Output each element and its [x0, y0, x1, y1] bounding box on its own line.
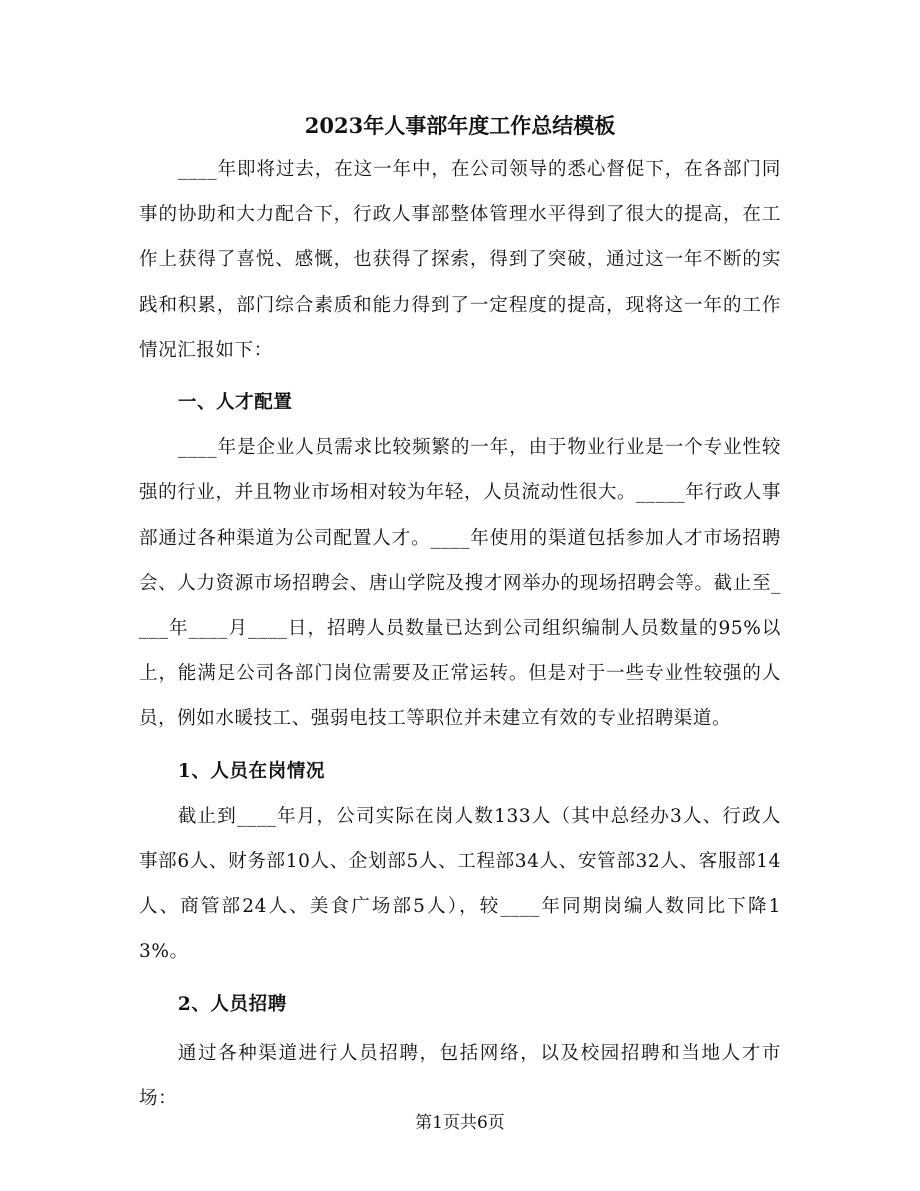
- page-number-footer: 第1页共6页: [415, 1113, 505, 1133]
- talent-allocation-paragraph: ____年是企业人员需求比较频繁的一年，由于物业行业是一个专业性较强的行业，并且物业市场相对较为年轻，人员流动性很大。_____年行政人事部通过各种渠道为公司配置人才。____年使用的渠道包括参加人才市场招聘会、人力资源市场招聘会、唐山学院及搜才网举办的现场招聘会等。截止至____年____月____日，招聘人员数量已达到公司组织编制人员数量的95%以上，能满足公司各部门岗位需要及正常运转。但是对于一些专业性较强的人员，例如水暖技工、强弱电技工等职位并未建立有效的专业招聘渠道。: [139, 437, 781, 730]
- document-title: 2023年人事部年度工作总结模板: [304, 113, 616, 138]
- subsection-heading-staff-on-duty: 1、人员在岗情况: [177, 760, 326, 782]
- recruitment-paragraph: 通过各种渠道进行人员招聘，包括网络，以及校园招聘和当地人才市场：: [139, 1042, 781, 1110]
- intro-paragraph: ____年即将过去，在这一年中，在公司领导的悉心督促下，在各部门同事的协助和大力配合下，行政人事部整体管理水平得到了很大的提高，在工作上获得了喜悦、感慨，也获得了探索，得到了突破，通过这一年不断的实践和积累，部门综合素质和能力得到了一定程度的提高，现将这一年的工作情况汇报如下：: [139, 159, 781, 361]
- subsection-heading-recruitment: 2、人员招聘: [177, 993, 287, 1015]
- section-heading-talent-allocation: 一、人才配置: [177, 392, 293, 414]
- staff-on-duty-paragraph: 截止到____年月，公司实际在岗人数133人（其中总经办3人、行政人事部6人、财务部10人、企划部5人、工程部34人、安管部32人、客服部14人、商管部24人、美食广场部5人），较____年同期岗编人数同比下降13%。: [139, 805, 781, 963]
- document-body: [139, 147, 781, 1121]
